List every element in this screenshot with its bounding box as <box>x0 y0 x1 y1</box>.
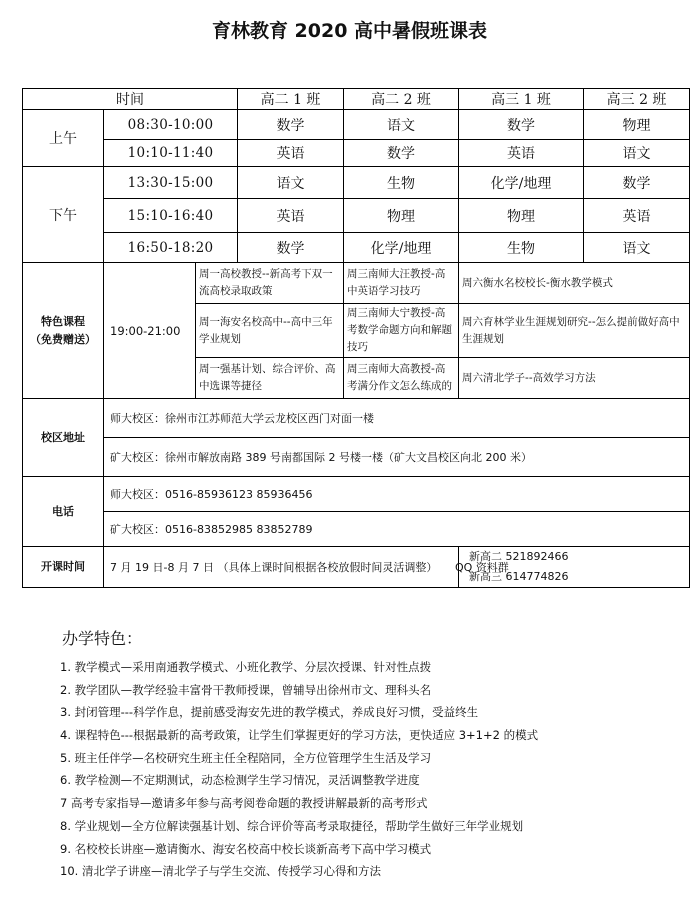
address-line: 矿大校区：徐州市解放南路 389 号南都国际 2 号楼一楼（矿大文昌校区向北 200 米） <box>104 438 690 477</box>
list-item: 5. 班主任伴学—名校研究生班主任全程陪同，全方位管理学生生活及学习 <box>60 750 432 765</box>
time-slot: 16:50-18:20 <box>104 233 238 263</box>
subject-cell: 物理 <box>344 199 459 233</box>
page-title: 育林教育 2020 高中暑假班课表 <box>211 20 488 42</box>
subject-cell: 数学 <box>238 233 344 263</box>
features-list <box>60 656 538 883</box>
special-course-cell: 周三南师大高教授-高考满分作文怎么练成的 <box>344 358 459 399</box>
subject-cell: 数学 <box>344 140 459 167</box>
phone-line: 矿大校区：0516-83852985 83852789 <box>104 512 690 547</box>
special-course-cell: 周六衡水名校校长-衡水教学模式 <box>459 263 690 304</box>
subject-cell: 化学/地理 <box>459 167 584 199</box>
subject-cell: 化学/地理 <box>344 233 459 263</box>
subject-cell: 数学 <box>584 167 690 199</box>
subject-cell: 生物 <box>344 167 459 199</box>
address-label: 校区地址 <box>23 399 104 477</box>
special-course-cell: 周三南师大汪教授-高中英语学习技巧 <box>344 263 459 304</box>
special-course-cell: 周六清北学子--高效学习方法 <box>459 358 690 399</box>
subject-cell: 英语 <box>459 140 584 167</box>
subject-cell: 数学 <box>238 110 344 140</box>
phone-row <box>23 477 690 512</box>
special-time: 19:00-21:00 <box>104 263 196 399</box>
subject-cell: 物理 <box>459 199 584 233</box>
time-slot: 13:30-15:00 <box>104 167 238 199</box>
schedule-row <box>23 233 690 263</box>
segment-afternoon: 下午 <box>23 167 104 263</box>
special-course-cell: 周一海安名校高中--高中三年学业规划 <box>196 304 344 358</box>
special-label <box>23 263 104 399</box>
time-slot: 10:10-11:40 <box>104 140 238 167</box>
header-row <box>23 89 690 110</box>
schedule-row <box>23 199 690 233</box>
header-class-4: 高三 2 班 <box>584 89 690 110</box>
time-slot: 08:30-10:00 <box>104 110 238 140</box>
subject-cell: 物理 <box>584 110 690 140</box>
special-course-cell: 周一强基计划、综合评价、高中选课等捷径 <box>196 358 344 399</box>
list-item: 3. 封闭管理---科学作息，提前感受海安先进的教学模式，养成良好习惯，受益终生 <box>60 705 479 720</box>
address-line: 师大校区：徐州市江苏师范大学云龙校区西门对面一楼 <box>104 399 690 438</box>
special-course-cell: 周一高校教授--新高考下双一流高校录取政策 <box>196 263 344 304</box>
phone-row <box>23 512 690 547</box>
subject-cell: 语文 <box>584 233 690 263</box>
start-date-text: 7 月 19 日-8 月 7 日 （具体上课时间根据各校放假时间灵活调整） <box>110 561 438 574</box>
subject-cell: 英语 <box>238 199 344 233</box>
list-item: 1. 教学模式—采用南通教学模式、小班化教学、分层次授课、针对性点拨 <box>60 660 432 674</box>
schedule-table <box>22 88 690 588</box>
header-time: 时间 <box>23 89 238 110</box>
qq-group-label: QQ 资料群 <box>454 561 509 574</box>
address-row <box>23 438 690 477</box>
list-item: 4. 课程特色---根据最新的高考政策，让学生们掌握更好的学习方法，更快适应 3+1+2 的模式 <box>60 728 539 743</box>
special-course-cell: 周六育林学业生涯规划研究--怎么提前做好高中生涯规划 <box>459 304 690 358</box>
header-class-2: 高二 2 班 <box>344 89 459 110</box>
header-class-1: 高二 1 班 <box>238 89 344 110</box>
qq-group-2[interactable]: 新高三 614774826 <box>469 570 569 583</box>
list-item: 2. 教学团队—教学经验丰富骨干教师授课，曾辅导出徐州市文、理科头名 <box>60 682 432 697</box>
features-heading: 办学特色： <box>62 629 143 648</box>
list-item: 6. 教学检测—不定期测试，动态检测学生学习情况，灵活调整教学进度 <box>60 773 420 788</box>
phone-label: 电话 <box>23 477 104 547</box>
start-label: 开课时间 <box>23 547 104 588</box>
subject-cell: 英语 <box>238 140 344 167</box>
segment-morning: 上午 <box>23 110 104 167</box>
address-row <box>23 399 690 438</box>
subject-cell: 英语 <box>584 199 690 233</box>
schedule-row <box>23 140 690 167</box>
subject-cell: 语文 <box>584 140 690 167</box>
list-item: 9. 名校校长讲座—邀请衡水、海安名校高中校长谈新高考下高中学习模式 <box>60 841 432 856</box>
list-item: 7 高考专家指导—邀请多年参与高考阅卷命题的教授讲解最新的高考形式 <box>60 796 428 811</box>
start-date <box>104 547 509 588</box>
subject-cell: 数学 <box>459 110 584 140</box>
schedule-row <box>23 110 690 140</box>
header-class-3: 高三 1 班 <box>459 89 584 110</box>
special-row <box>23 263 690 304</box>
phone-line: 师大校区：0516-85936123 85936456 <box>104 477 690 512</box>
schedule-row <box>23 167 690 199</box>
time-slot: 15:10-16:40 <box>104 199 238 233</box>
start-row <box>23 547 690 588</box>
qq-group-1[interactable]: 新高二 521892466 <box>469 550 569 563</box>
special-label-line2: （免费赠送） <box>30 332 96 346</box>
special-course-cell: 周三南师大宁教授-高考数学命题方向和解题技巧 <box>344 304 459 358</box>
qq-numbers <box>459 547 690 588</box>
list-item: 8. 学业规划—全方位解读强基计划、综合评价等高考录取捷径，帮助学生做好三年学业规划 <box>60 818 524 833</box>
subject-cell: 生物 <box>459 233 584 263</box>
special-label-line1: 特色课程 <box>41 314 85 328</box>
list-item: 10. 清北学子讲座—清北学子与学生交流、传授学习心得和方法 <box>60 864 381 879</box>
subject-cell: 语文 <box>344 110 459 140</box>
subject-cell: 语文 <box>238 167 344 199</box>
